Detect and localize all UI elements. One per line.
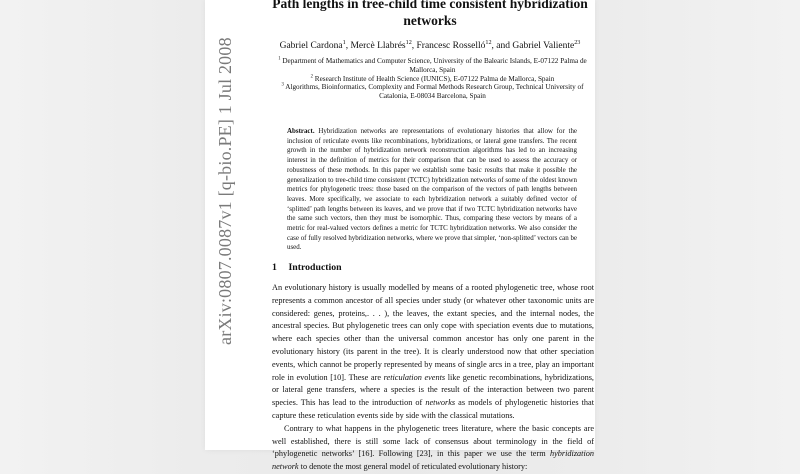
emphasis: networks: [425, 398, 456, 408]
author-affil-mark: 12: [485, 39, 492, 46]
section-number: 1: [272, 262, 277, 273]
emphasis: hybridization network: [272, 449, 594, 472]
paragraph: [272, 423, 594, 474]
text-run: An evolutionary history is usually modelled by means of a rooted phylogenetic tree, whose root represents a common ancestor of all species under study (or whatever other taxonomic units are considered: genes, proteins,. . . ), the leaves, the extant species, and the internal nodes, the ancestral species. But phylogenetic trees can only cope with speciation events due to mutations, where each species other than the universal common ancestor has only one parent in the evolutionary history (its parent in the tree). It is clearly understood now that other speciation events, which cannot be properly represented by means of single arcs in a tree, play an important role in evolution [10]. These are: [272, 283, 594, 382]
author-separator: , and: [491, 41, 513, 51]
author-affil-mark: 12: [405, 39, 412, 46]
affiliation-number: 2: [310, 74, 313, 80]
author-affil-mark: 1: [342, 39, 346, 46]
affiliation: [270, 83, 595, 101]
abstract-label: Abstract.: [287, 127, 315, 135]
body-text: [272, 282, 594, 474]
affiliation-text: Algorithms, Bioinformatics, Complexity and Formal Methods Research Group, Technical University of Catalonia, E-08034 Barcelona, Spain: [285, 83, 584, 101]
title-line-2: networks: [403, 13, 457, 28]
author-name: Francesc Rosselló: [416, 41, 486, 51]
author-separator: ,: [345, 41, 351, 51]
text-run: like genetic recombinations, hybridizations, or lateral gene transfers, where a species is the result of the interaction between two parent species. This has lead to the introduction of: [272, 372, 594, 408]
affiliation-text: Research Institute of Health Science (IUNICS), E-07122 Palma de Mallorca, Spain: [314, 74, 555, 83]
affiliation-number: 1: [278, 56, 281, 62]
title-line-1: Path lengths in tree-child time consistent hybridization: [272, 0, 588, 11]
section-title: Introduction: [288, 262, 342, 273]
text-run: as models of phylogenetic histories that capture these reticulation events side by side with the classical mutations.: [272, 398, 595, 420]
paragraph: [272, 282, 594, 423]
author-affil-mark: 23: [574, 39, 581, 46]
text-run: to denote the most general model of reticulated evolutionary history:: [298, 462, 528, 472]
affiliation-text: Department of Mathematics and Computer Science, University of the Balearic Islands, E-07122 Palma de Mallorca, Spain: [282, 57, 587, 74]
author-name: Gabriel Valiente: [512, 41, 575, 51]
affiliation: [270, 57, 595, 75]
affiliations: [270, 57, 595, 101]
emphasis: reticulation events: [383, 372, 446, 382]
author-name: Gabriel Cardona: [279, 41, 343, 51]
abstract-text: Hybridization networks are representations of evolutionary histories that allow for the inclusion of reticulate events like recombinations, hybridizations, or lateral gene transfers. The recent growth in the number of hybridization network reconstruction algorithms has led to an increasing interest in the definition of metrics for their comparison that can be used to assess the accuracy or robustness of these methods. In this paper we establish some basic results that make it possible the generalization to tree-child time consistent (TCTC) hybridization networks of some of the oldest known metrics for phylogenetic trees: those based on the comparison of the vectors of path lengths between leaves. More specifically, we associate to each hybridization network a suitably defined vector of ‘splitted’ path lengths between its leaves, and we prove that if two TCTC hybridization networks have the same such vectors, then they must be isomorphic. Thus, comparing these vectors by means of a metric for real-valued vectors defines a metric for TCTC hybridization networks. We also consider the case of fully resolved hybridization networks, where we prove that simpler, ‘non-splitted’ vectors can be used.: [287, 127, 578, 252]
text-run: Contrary to what happens in the phylogenetic trees literature, where the basic concepts are well established, there is still some lack of consensus about terminology in the field of ‘phylogenetic networks’ [16]. Following [23], in this paper we use the term: [272, 423, 594, 459]
author-list: [240, 40, 620, 52]
abstract: [287, 127, 577, 253]
affiliation-number: 3: [281, 83, 284, 88]
author-separator: ,: [411, 41, 417, 51]
author-name: Mercè Llabrés: [350, 41, 406, 51]
paper-title: [235, 0, 625, 29]
section-heading: [272, 262, 342, 273]
arxiv-identifier: arXiv:0807.0087v1 [q-bio.PE] 1 Jul 2008: [215, 37, 235, 345]
